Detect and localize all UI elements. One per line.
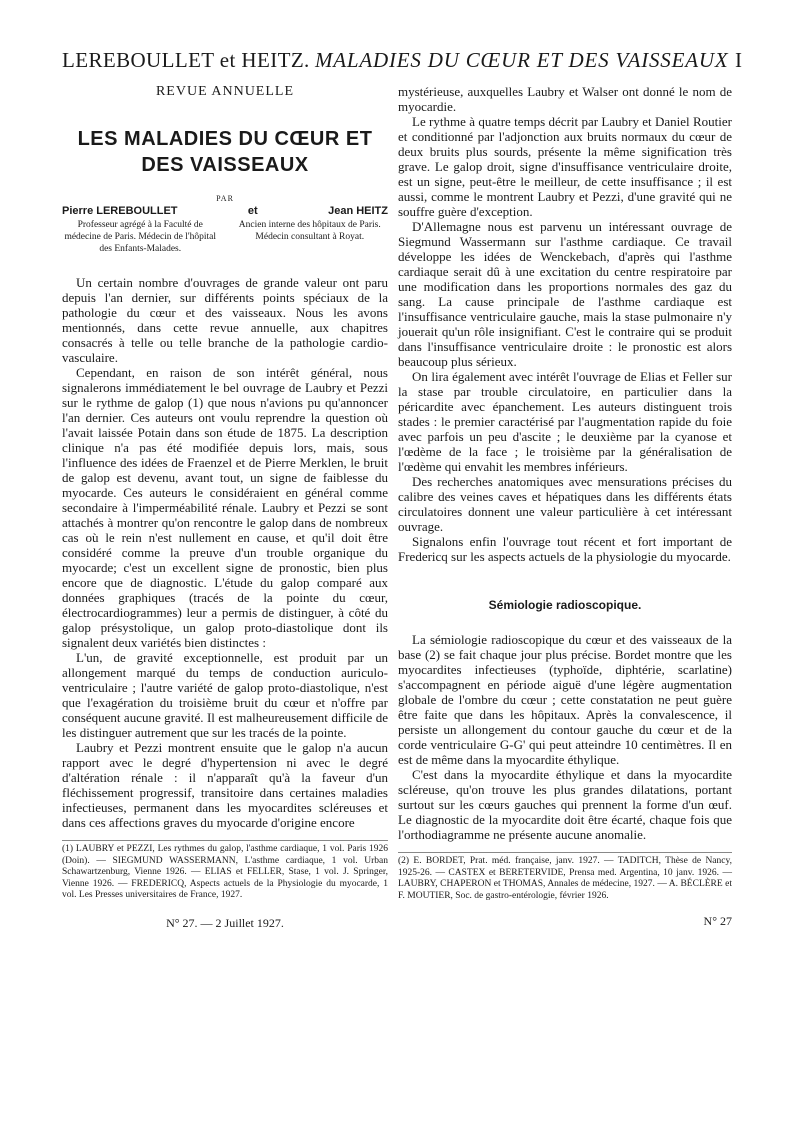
paragraph: Cependant, en raison de son intérêt général, nous signalerons immédiatement le bel ouvrage de Laubry et Pezzi sur le rythme de galop (1) que nous n'avions pu qu'annoncer l'an dernier. Ces auteurs ont voulu reprendre la question où l'avait laissée Potain dans son étude de 1875. La description clinique n'a pas été modifiée depuis lors, mais, sous l'influence des idées de Fraenzel et de Pierre Merklen, le bruit de galop est devenu, avant tout, un signe de faiblesse du myocarde. Ces auteurs le considéraient en général comme secondaire à l'imperméabilité rénale. Laubry et Pezzi se sont attachés à montrer qu'on rencontre le galop dans de nombreux cas où le rein n'est nullement en cause, et qu'il doit être considéré comme la preuve d'un trouble organique du myocarde; c'est un excellent signe de pronostic, bien plus encore que de diagnostic. L'étude du galop comparé aux données graphiques (tracés de la pointe du cœur, électrocardiogrammes) leur a permis de distinguer, à côté du galop présystolique, un galop proto-diastolique dont ils signalent deux variétés bien distinctes : — [62, 365, 388, 650]
paragraph: mystérieuse, auxquelles Laubry et Walser ont donné le nom de myocardie. — [398, 84, 732, 114]
paragraph: Des recherches anatomiques avec mensurations précises du calibre des veines caves et hépatiques dans les différents états circulatoires donnent une valeur particulière à cet intéressant ouvrage. — [398, 474, 732, 534]
affiliations-row — [62, 219, 388, 255]
paragraph: D'Allemagne nous est parvenu un intéressant ouvrage de Siegmund Wassermann sur l'asthme cardiaque. Ce travail développe les idées de Wenckebach, d'après qui l'asthme cardiaque serait dû à une excitation du centre respiratoire par une modification dans les proportions normales des gaz du sang. La cause principale de l'asthme cardiaque est l'insuffisance ventriculaire gauche, mais la stase pulmonaire n'y jouerait qu'un rôle insignifiant. C'est le contraire qui se produit dans l'insuffisance ventriculaire droite : le pronostic est alors beaucoup plus sérieux. — [398, 219, 732, 369]
paragraph: L'un, de gravité exceptionnelle, est produit par un allongement marqué du temps de conduction auriculo-ventriculaire ; l'autre variété de galop proto-diastolique, n'est que l'exagération du troisième bruit du cœur et n'offre par conséquent aucune gravité. Il est malheureusement difficile de les distinguer autrement que sur les tracés de la pointe. — [62, 650, 388, 740]
header-authors: LEREBOULLET et HEITZ. — [62, 48, 310, 72]
header-page-number: I — [735, 48, 742, 72]
footnote-2: (2) E. BORDET, Prat. méd. française, janv. 1927. — TADITCH, Thèse de Nancy, 1925-26. — CASTEX et BERETERVIDE, Prensa med. Argentina, 10 janv. 1926. — LAUBRY, CHAPERON et THOMAS, Annales de médecine, 1927. — A. BÉCLÈRE et F. MOUTIER, Soc. de gastro-entérologie, février 1926. — [398, 852, 732, 902]
left-column — [62, 84, 388, 931]
byline-par: PAR — [216, 194, 234, 203]
paragraph: On lira également avec intérêt l'ouvrage de Elias et Feller sur la stase par trouble circulatoire, en particulier dans la péricardite avec épanchement. Les auteurs distinguent trois stades : le premier caractérisé par l'augmentation rapide du foie avec parfois un peu d'ascite ; le deuxième par la cyanose et l'œdème de la face ; le troisième par la généralisation de l'œdème qui envahit les membres inférieurs. — [398, 369, 732, 474]
author-row — [62, 205, 388, 217]
subsection-heading: Sémiologie radioscopique. — [488, 598, 642, 612]
header-title: MALADIES DU CŒUR ET DES VAISSEAUX — [314, 48, 729, 72]
footnote-1: (1) LAUBRY et PEZZI, Les rythmes du galop, l'asthme cardiaque, 1 vol. Paris 1926 (Doin). — SIEGMUND WASSERMANN, L'asthme cardiaque, 1 vol. Urban Schawartzenburg, Vienne 1926. — ELIAS et FELLER, Stase, 1 vol. J. Springer, Vienne 1926. — FREDERICQ, Aspects actuels de la Physiologie du myocarde, 1 vol. Les Presses universitaires de France, 1927. — [62, 840, 388, 902]
author-2-affiliation: Ancien interne des hôpitaux de Paris. Médecin consultant à Royat. — [238, 220, 381, 242]
issue-date-footer: N° 27. — 2 Juillet 1927. — [166, 915, 284, 930]
paragraph: C'est dans la myocardite éthylique et dans la myocardite scléreuse, qu'on trouve les plus grandes dilatations, portant surtout sur les cœurs gauches qui prennent la forme d'un œuf. Le diagnostic de la myocardite doit être écarté, chaque fois que l'orthodiagramme ne présente aucune anomalie. — [398, 767, 732, 842]
author-2-name: Jean HEITZ — [328, 205, 388, 217]
section-label: REVUE ANNUELLE — [155, 84, 295, 99]
author-1-name: Pierre LEREBOULLET — [62, 205, 178, 217]
author-conjunction: et — [247, 205, 258, 217]
right-column — [398, 84, 732, 929]
paragraph: Signalons enfin l'ouvrage tout récent et fort important de Fredericq sur les aspects actuels de la physiologie du myocarde. — [398, 534, 732, 564]
running-header — [62, 48, 742, 80]
paragraph: La sémiologie radioscopique du cœur et des vaisseaux de la base (2) se fait chaque jour plus précise. Bordet montre que les myocardites infectieuses (typhoïde, diphtérie, scarlatine) s'accompagnent en période aiguë d'une légère augmentation globale de l'ombre du cœur ; cette constatation ne peut guère être faite que dans les hôpitaux. Après la convalescence, il persiste un allongement du contour gauche du cœur et de la corde ventriculaire G-G' qui peut atteindre 10 centimètres. Il en est de même dans la myocardite éthylique. — [398, 632, 732, 767]
paragraph: Laubry et Pezzi montrent ensuite que le galop n'a aucun rapport avec le degré d'hypertension ni avec le degré d'altération rénale : il n'apparaît qu'à la faveur d'un fléchissement progressif, transitoire dans certaines maladies infectieuses, permanent dans les myocardites scléreuses et dans ces affections graves du myocarde d'origine encore — [62, 740, 388, 830]
paragraph: Le rythme à quatre temps décrit par Laubry et Daniel Routier et conditionné par l'adjonction aux bruits normaux du cœur de deux bruits plus sourds, présente la même signification très grave. Le galop droit, signe d'insuffisance ventriculaire droite, est un signe, peut-être le meilleur, de cette insuffisance ; il est aussi, comme le montrent Laubry et Pezzi, d'une gravité qui ne souffre guère d'exception. — [398, 114, 732, 219]
author-1-affiliation: Professeur agrégé à la Faculté de médecine de Paris. Médecin de l'hôpital des Enfants-Malades. — [64, 220, 217, 254]
issue-number-footer: N° 27 — [703, 914, 732, 928]
article-title-line-1: LES MALADIES DU CŒUR ET — [77, 128, 373, 150]
article-title-line-2: DES VAISSEAUX — [141, 154, 309, 176]
paragraph: Un certain nombre d'ouvrages de grande valeur ont paru depuis l'an dernier, sur différents points spéciaux de la pathologie du cœur et des vaisseaux. Nous les avons mentionnés, dans cette revue annuelle, aux chapitres consacrés à telle ou telle branche de la pathologie cardio-vasculaire. — [62, 275, 388, 365]
article-title — [62, 126, 388, 178]
